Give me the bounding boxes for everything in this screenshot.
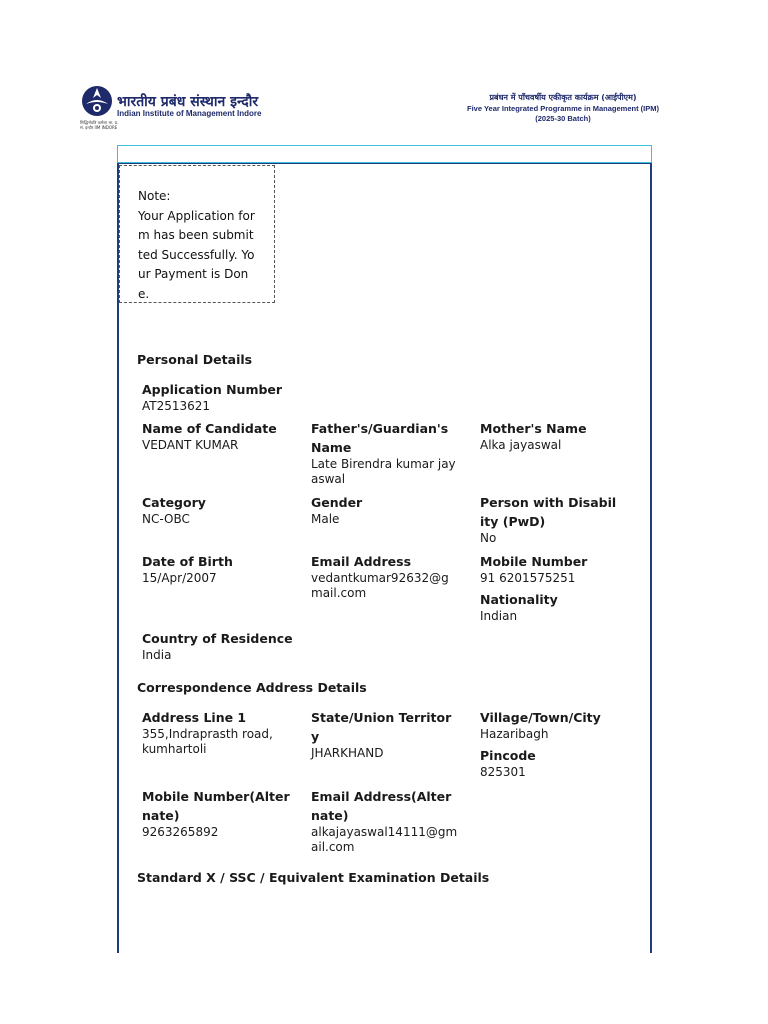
field-alt-email xyxy=(311,787,459,855)
alt-email-label: Email Address(Alternate) xyxy=(311,789,452,823)
section-personal-details: Personal Details xyxy=(137,352,253,367)
state-label: State/Union Territory xyxy=(311,710,452,744)
mobile-label: Mobile Number xyxy=(480,554,588,569)
country-value: India xyxy=(142,648,172,662)
field-dob xyxy=(142,552,290,586)
mother-name-label: Mother's Name xyxy=(480,421,587,436)
alt-email-value: alkajayaswal14111@gmail.com xyxy=(311,825,458,854)
top-strip xyxy=(117,145,652,163)
nationality-label: Nationality xyxy=(480,592,558,607)
programme-name-hindi: प्रबंधन में पाँचवर्षीय एकीकृत कार्यक्रम (आईपीएम) xyxy=(489,93,637,102)
category-value: NC-OBC xyxy=(142,512,190,526)
field-alt-mobile xyxy=(142,787,290,840)
pwd-value: No xyxy=(480,531,497,545)
iim-emblem-icon xyxy=(80,84,114,118)
dob-label: Date of Birth xyxy=(142,554,233,569)
field-pwd xyxy=(480,493,620,546)
note-text: Your Application form has been submitted Successfully. Your Payment is Done. xyxy=(138,208,255,301)
country-label: Country of Residence xyxy=(142,631,293,646)
alt-mobile-value: 9263265892 xyxy=(142,825,219,839)
field-gender xyxy=(311,493,459,527)
candidate-name-value: VEDANT KUMAR xyxy=(142,438,239,452)
field-father-name xyxy=(311,419,459,487)
address-line1-value: 355,Indraprasth road, kumhartoli xyxy=(142,727,273,756)
batch-label: (2025-30 Batch) xyxy=(535,114,591,123)
city-value: Hazaribagh xyxy=(480,727,549,741)
email-value: vedantkumar92632@gmail.com xyxy=(311,571,449,600)
field-email xyxy=(311,552,459,601)
application-number-label: Application Number xyxy=(142,382,283,397)
email-label: Email Address xyxy=(311,554,412,569)
mother-name-value: Alka jayaswal xyxy=(480,438,562,452)
state-value: JHARKHAND xyxy=(311,746,384,760)
mobile-value: 91 6201575251 xyxy=(480,571,576,585)
field-application-number xyxy=(142,380,290,414)
iim-indore-logo xyxy=(80,84,119,138)
section-standard-x: Standard X / SSC / Equivalent Examination Details xyxy=(137,870,490,885)
success-note xyxy=(119,165,275,303)
field-pincode xyxy=(480,746,620,780)
programme-name-english: Five Year Integrated Programme in Management (IPM) xyxy=(467,104,659,113)
father-name-label: Father's/Guardian's Name xyxy=(311,421,449,455)
pwd-label: Person with Disability (PwD) xyxy=(480,495,617,529)
alt-mobile-label: Mobile Number(Alternate) xyxy=(142,789,290,823)
candidate-name-label: Name of Candidate xyxy=(142,421,277,436)
field-city xyxy=(480,708,620,742)
institute-name-hindi: भारतीय प्रबंध संस्थान इन्दौर xyxy=(117,94,259,110)
field-category xyxy=(142,493,290,527)
gender-label: Gender xyxy=(311,495,363,510)
note-title: Note: xyxy=(138,189,171,203)
section-correspondence-address: Correspondence Address Details xyxy=(137,680,367,695)
logo-caption: सिद्धिर्भवति कर्मजा भा. प्र. सं. इन्दौर IIM INDORE xyxy=(80,120,119,130)
pincode-label: Pincode xyxy=(480,748,536,763)
field-address-line1 xyxy=(142,708,290,757)
father-name-value: Late Birendra kumar jayaswal xyxy=(311,457,456,486)
dob-value: 15/Apr/2007 xyxy=(142,571,217,585)
pincode-value: 825301 xyxy=(480,765,526,779)
field-country xyxy=(142,629,342,663)
institute-name-english: Indian Institute of Management Indore xyxy=(117,109,262,118)
field-mother-name xyxy=(480,419,620,453)
field-nationality xyxy=(480,590,620,624)
page-header xyxy=(0,0,768,145)
category-label: Category xyxy=(142,495,206,510)
field-mobile xyxy=(480,552,620,586)
city-label: Village/Town/City xyxy=(480,710,601,725)
gender-value: Male xyxy=(311,512,340,526)
field-state xyxy=(311,708,459,761)
application-number-value: AT2513621 xyxy=(142,399,211,413)
field-candidate-name xyxy=(142,419,290,453)
nationality-value: Indian xyxy=(480,609,518,623)
address-line1-label: Address Line 1 xyxy=(142,710,247,725)
programme-title xyxy=(448,92,678,124)
